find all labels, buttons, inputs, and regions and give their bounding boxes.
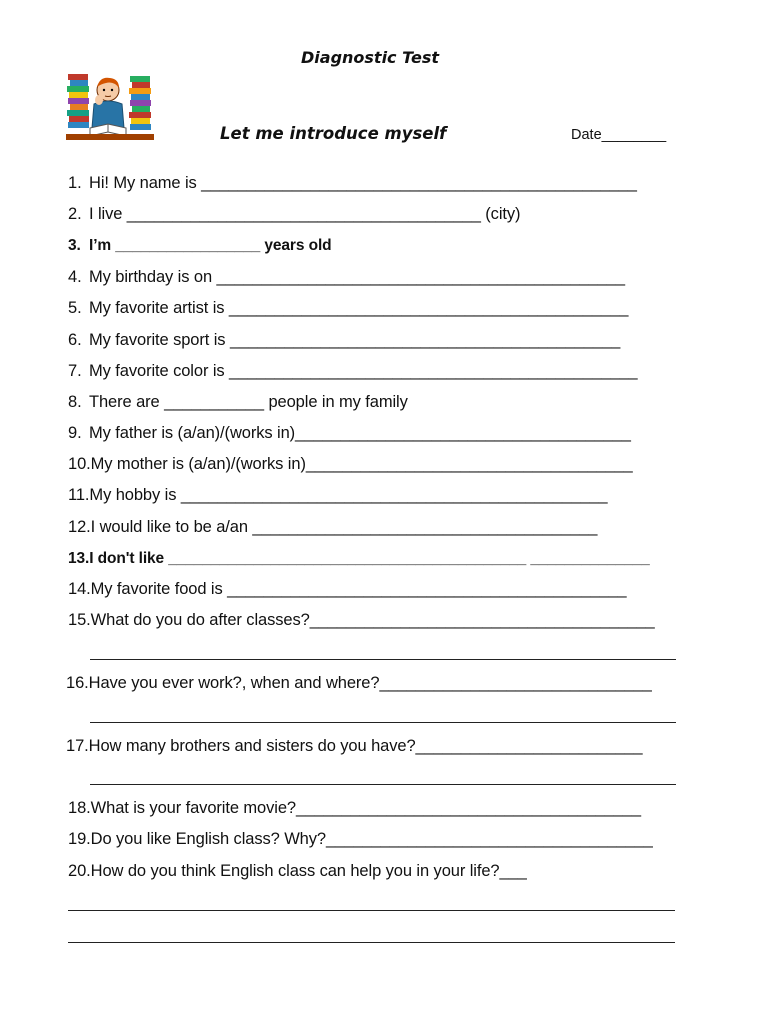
question-17: 17.How many brothers and sisters do you have?_________________________: [66, 737, 643, 755]
question-20: 20.How do you think English class can help you in your life?___: [68, 862, 527, 880]
question-14: 14.My favorite food is ____________________________________________: [68, 580, 627, 598]
answer-line-20b[interactable]: [68, 942, 675, 943]
question-10: 10.My mother is (a/an)/(works in)____________________________________: [68, 455, 633, 473]
question-19: 19.Do you like English class? Why?____________________________________: [68, 830, 653, 848]
answer-line-17[interactable]: [90, 784, 676, 785]
question-7: 7. My favorite color is _____________________________________________: [68, 362, 638, 380]
question-3: 3. I’m _________________ years old: [68, 237, 332, 254]
boy-with-books-clipart-icon: [66, 70, 154, 142]
question-1: 1. Hi! My name is ________________________________________________: [68, 174, 637, 192]
answer-line-16[interactable]: [90, 722, 676, 723]
question-11: 11.My hobby is _______________________________________________: [68, 486, 608, 504]
date-field-label: Date________: [571, 127, 667, 143]
question-12: 12.I would like to be a/an ______________________________________: [68, 518, 598, 536]
question-8: 8. There are ___________ people in my family: [68, 393, 408, 411]
question-16: 16.Have you ever work?, when and where?______________________________: [66, 674, 652, 692]
question-5: 5. My favorite artist is ____________________________________________: [68, 299, 629, 317]
question-15: 15.What do you do after classes?______________________________________: [68, 611, 655, 629]
question-4: 4. My birthday is on _____________________________________________: [68, 268, 625, 286]
question-9: 9. My father is (a/an)/(works in)_____________________________________: [68, 424, 631, 442]
page-subtitle: Let me introduce myself: [220, 124, 447, 143]
question-18: 18.What is your favorite movie?______________________________________: [68, 799, 641, 817]
question-13: 13.I don't like __________________________________________ ______________: [68, 550, 650, 567]
question-6: 6. My favorite sport is ___________________________________________: [68, 331, 621, 349]
answer-line-15[interactable]: [90, 659, 676, 660]
question-2: 2. I live _______________________________________ (city): [68, 205, 521, 223]
answer-line-20a[interactable]: [68, 910, 675, 911]
page-title: Diagnostic Test: [301, 48, 439, 67]
